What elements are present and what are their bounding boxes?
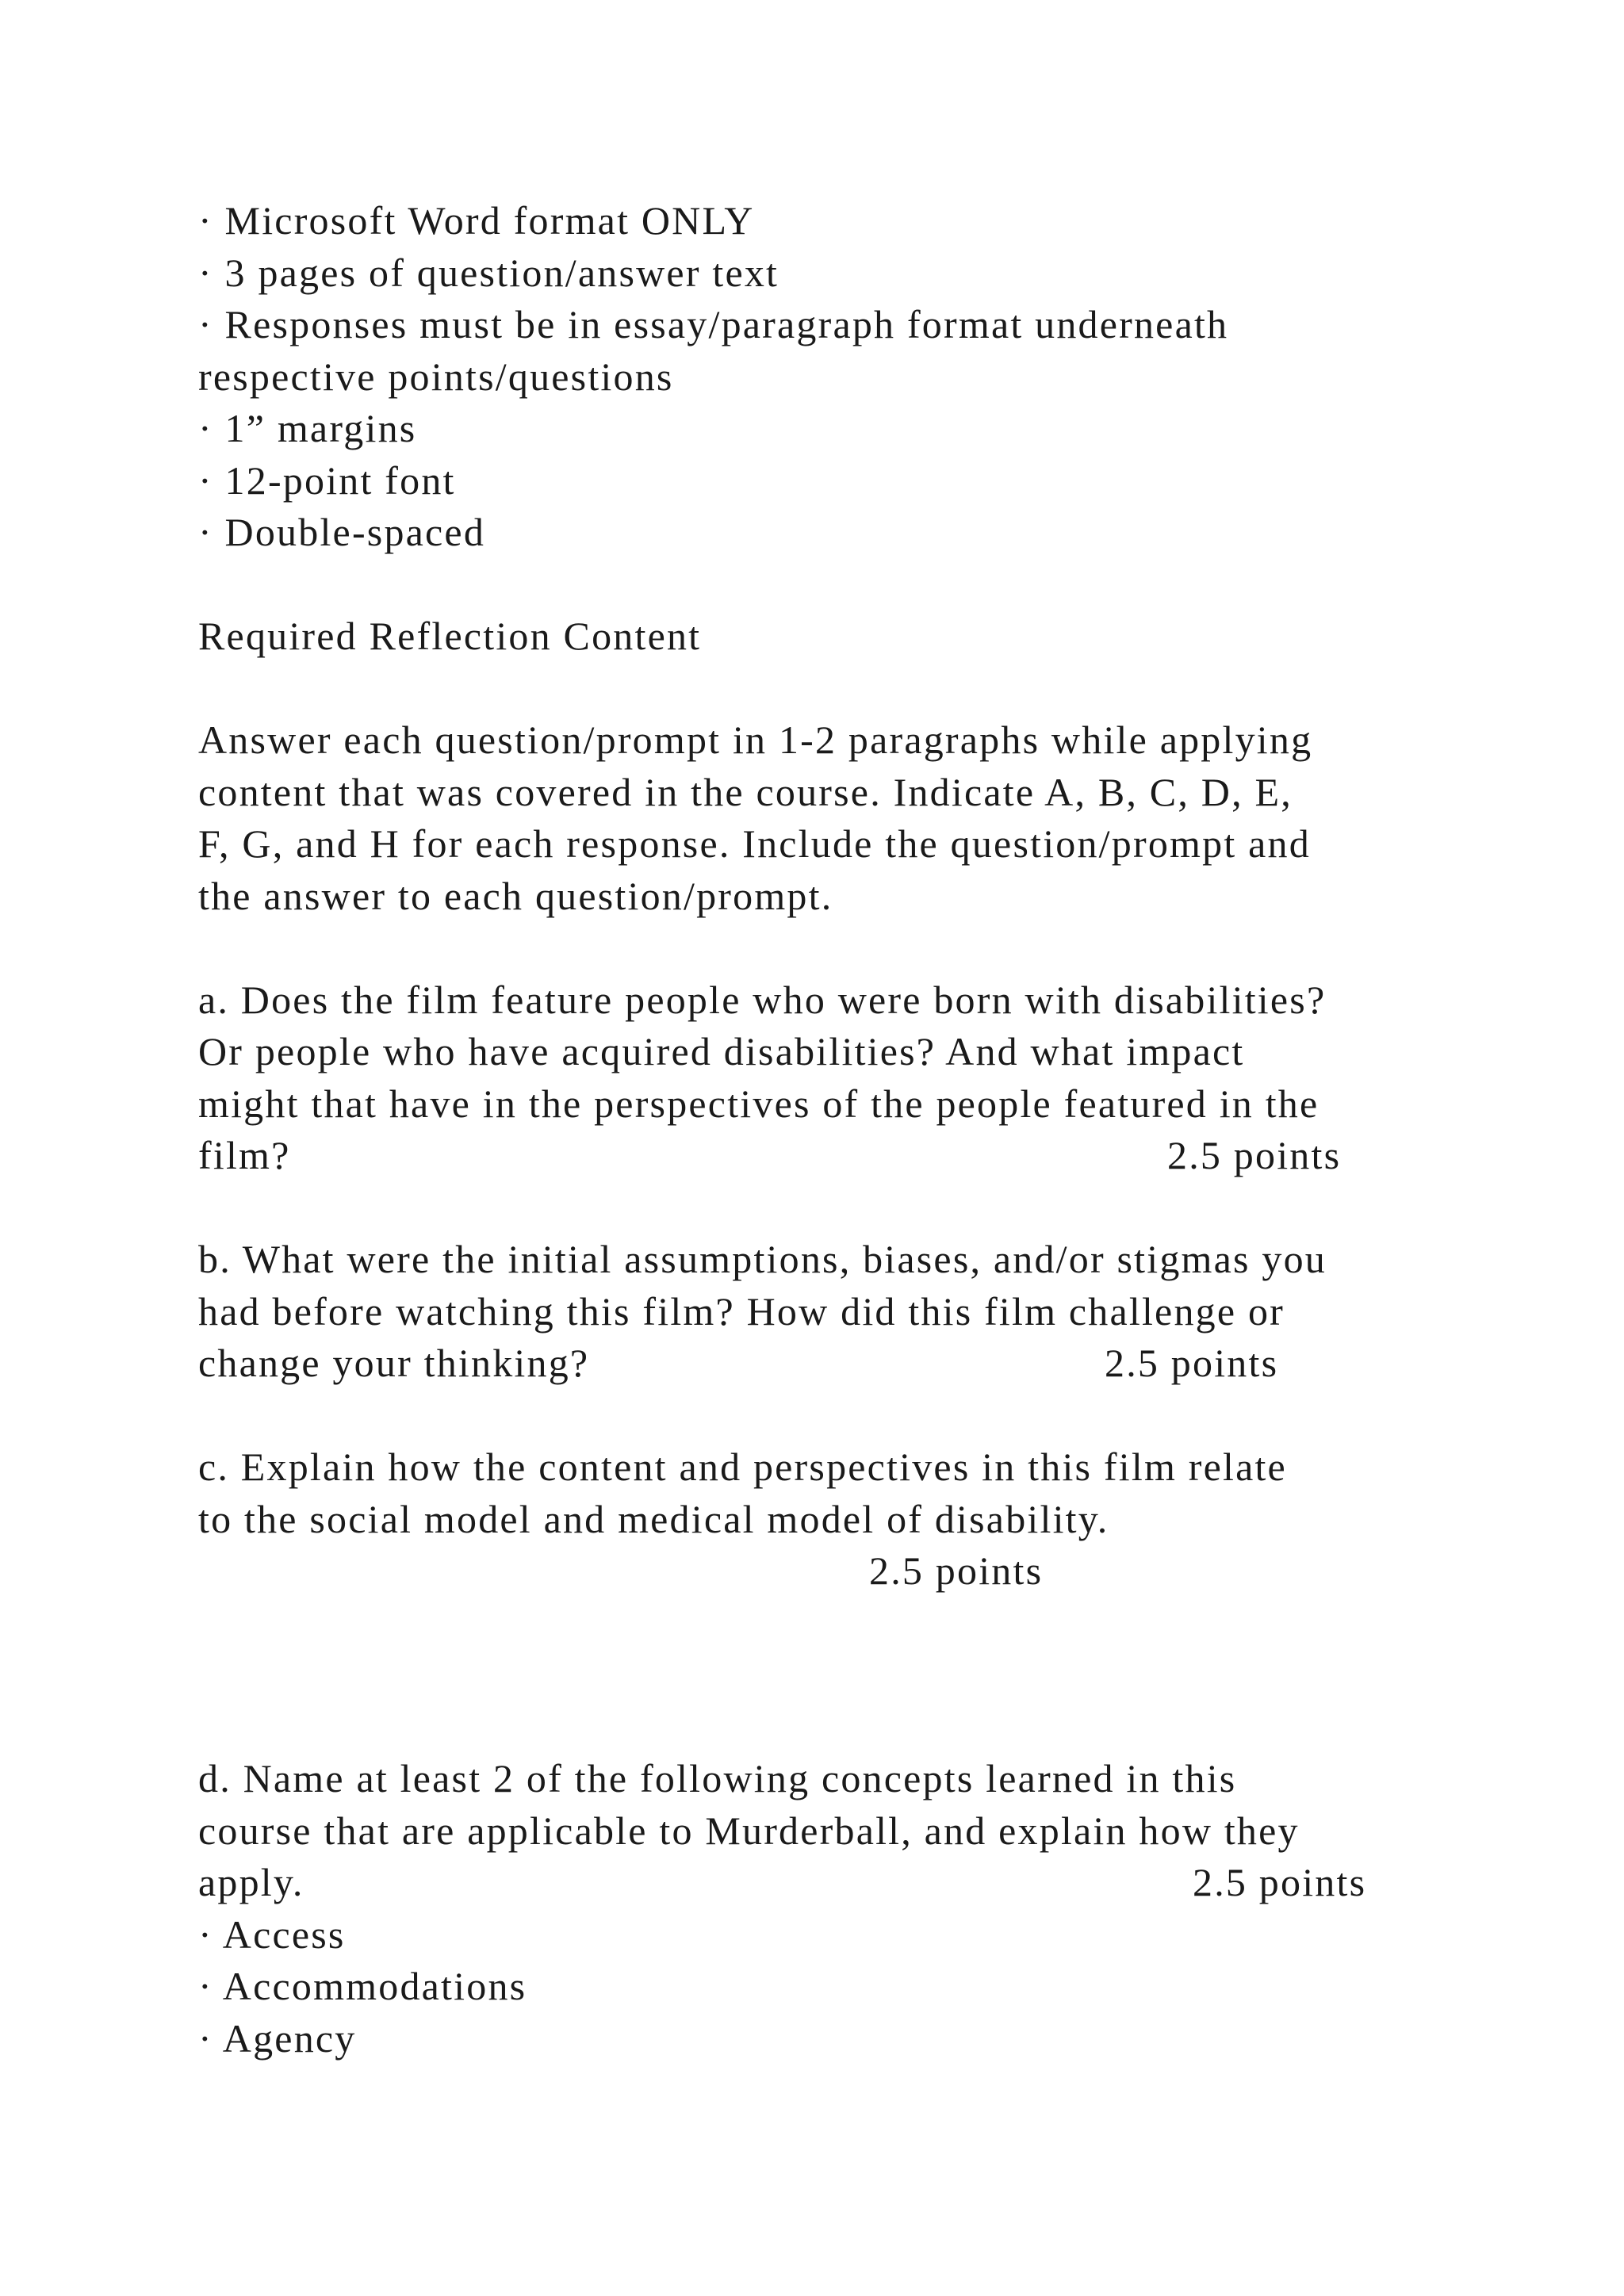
question-c-line: to the social model and medical model of disability. [198,1496,1109,1541]
question-a-line: might that have in the perspectives of the people featured in the [198,1081,1320,1126]
question-d-points: 2.5 points [1193,1860,1367,1904]
question-b-points: 2.5 points [1105,1341,1279,1385]
requirement-item: · Double-spaced [198,510,486,554]
concept-item: · Access [198,1911,346,1957]
instructions-paragraph [198,714,1467,922]
question-b [198,1234,1467,1390]
spacer [198,1390,1467,1442]
question-b-last-line [198,1337,1467,1390]
instructions-line: the answer to each question/prompt. [198,873,833,918]
question-a [198,974,1467,1182]
question-a-line: Or people who have acquired disabilities? And what impact [198,1029,1245,1073]
requirement-item: · Microsoft Word format ONLY [198,198,755,243]
spacer [198,1701,1467,1754]
question-a-last-line [198,1130,1467,1182]
instructions-line: F, G, and H for each response. Include the question/prompt and [198,821,1311,866]
spacer [198,1598,1467,1650]
section-heading: Required Reflection Content [198,614,702,658]
question-a-line: a. Does the film feature people who were born with disabilities? [198,977,1327,1022]
instructions-line: Answer each question/prompt in 1-2 paragraphs while applying [198,718,1313,762]
document-body [198,195,1467,2064]
question-c-line: c. Explain how the content and perspectives in this film relate [198,1445,1287,1489]
question-b-line: change your thinking? [198,1341,590,1385]
question-a-line: film? [198,1133,291,1177]
question-a-points: 2.5 points [1167,1133,1342,1177]
question-d-last-line [198,1857,1467,1909]
spacer [198,559,1467,611]
requirement-item-continuation: respective points/questions [198,354,674,399]
requirements-list [198,195,1467,559]
question-c-points: 2.5 points [869,1548,1044,1593]
question-b-line: had before watching this film? How did this film challenge or [198,1288,1285,1334]
question-d [198,1753,1467,2064]
concept-item: · Agency [198,2015,357,2061]
question-b-line: b. What were the initial assumptions, biases, and/or stigmas you [198,1237,1327,1281]
spacer [198,922,1467,974]
requirement-item: · 1” margins [198,406,417,450]
concepts-list [198,1909,1467,2065]
requirement-item: · Responses must be in essay/paragraph format underneath [198,302,1229,346]
spacer [198,1182,1467,1234]
requirement-item: · 12-point font [198,457,456,503]
question-d-line: course that are applicable to Murderball, and explain how they [198,1808,1300,1853]
question-d-line: d. Name at least 2 of the following concepts learned in this [198,1756,1237,1800]
spacer [198,663,1467,715]
instructions-line: content that was covered in the course. Indicate A, B, C, D, E, [198,769,1293,814]
spacer [198,1649,1467,1701]
question-c [198,1441,1467,1598]
question-c-points-line [198,1545,1467,1598]
concept-item: · Accommodations [198,1964,527,2008]
question-d-line: apply. [198,1860,304,1904]
requirement-item: · 3 pages of question/answer text [198,250,779,295]
